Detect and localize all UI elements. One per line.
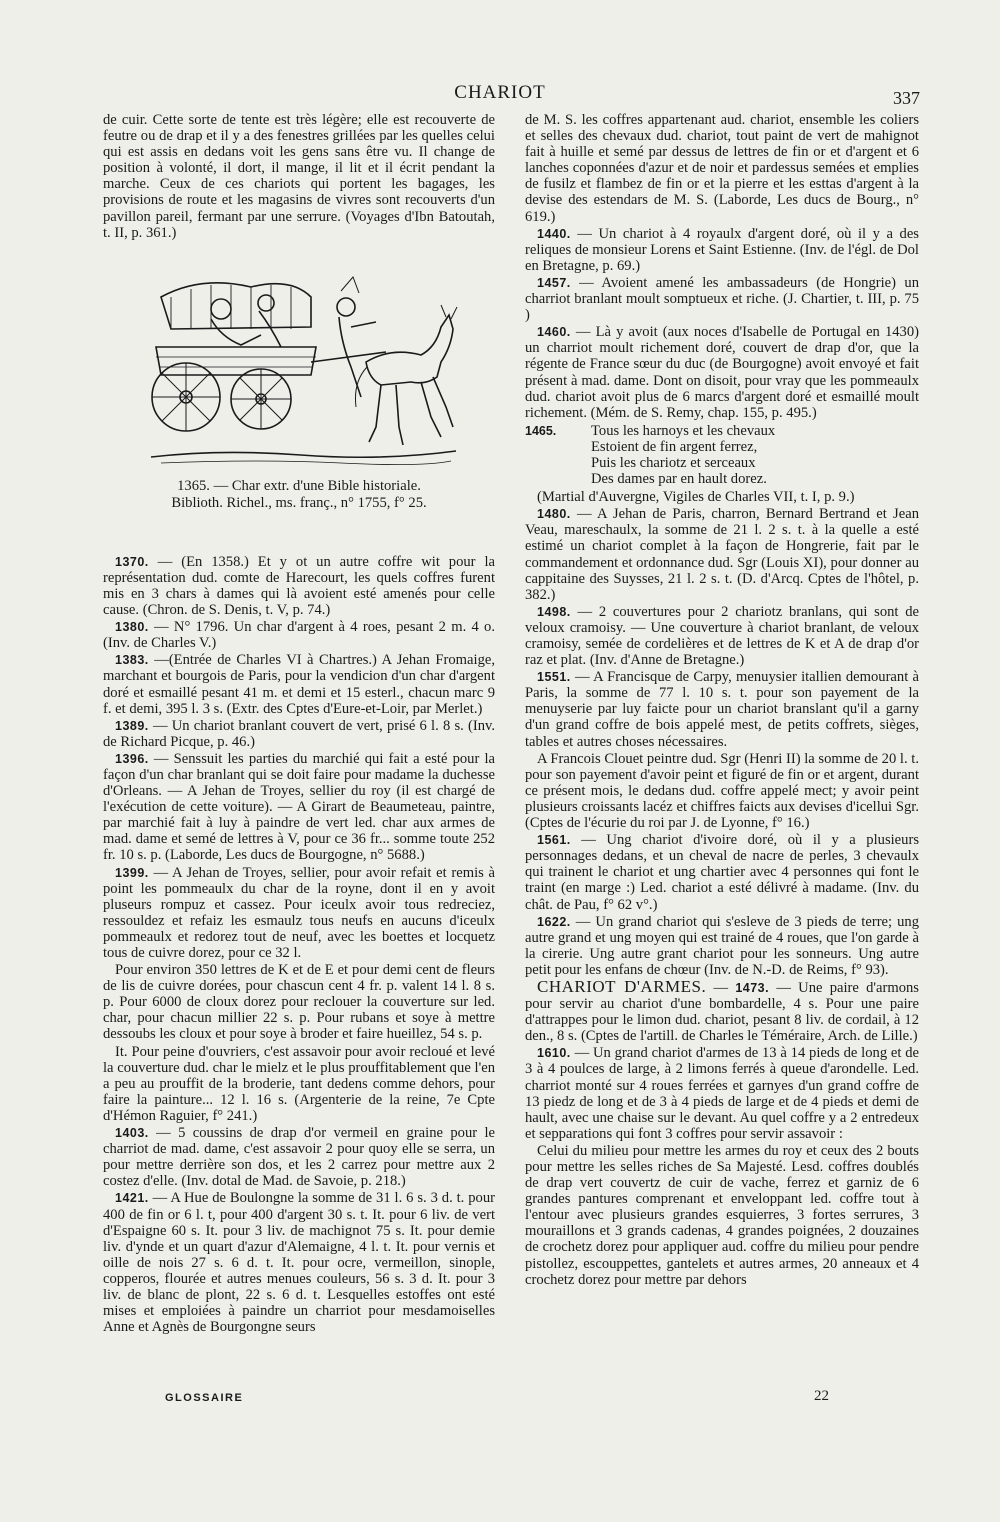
entry-text: — Senssuit les parties du marchié qui fait a esté pour la façon d'un char branlant qui se doit faire pour madame la duchesse d'Orleans. — A Jehan de Troyes, sellier du roy (il est chargé de l'exécution de cette voiture). — A Girart de Beaumeteau, paintre, par marchié fait à luy à paindre de vert led. char aux armes de mad. dame et semé de lettres à V, pour ce 36 fr... somme toute 252 fr. 10 s. p. (Laborde, Les ducs de Bourgogne, n° 5688.) [103,750,495,864]
entry [103,619,495,651]
entry [525,1045,919,1142]
entry-year: 1370. [115,554,149,569]
entry-text: — 2 couvertures pour 2 chariotz branlans, qui sont de veloux cramoisy. — Une couverture à chariot branlant, de veloux cramoisy, semée de cordelières et de lettres de K et A de drap d'or raz et plat. (Inv. d'Anne de Bretagne.) [525,603,919,669]
verse-line: Puis les chariotz et serceaux [591,454,756,471]
entry-year: 1473. [735,980,770,995]
entry-year: 1460. [537,325,571,340]
entry [525,506,919,603]
entry-text: — A Hue de Boulongne la somme de 31 l. 6 s. 3 d. t. pour 400 de fin or 6 l. t, pour 400 d'argent 30 s. t. It. pour 6 liv. de vert d'Espaigne 60 s. It. pour 3 liv. de machignot 75 s. It. pour demie liv. d'ynde et un quart d'azur d'Alemaigne, 4 l. t. It. pour vernis et oille de nois 27 s. 6 d. t. It. pour ocre, vermeillon, sinople, copperos, flourée et autres menues couleurs, 56 s. 3 d. It. pour 3 liv. de blanc de plont, 22 s. 6 d. t. Lesquelles estoffes ont esté mises et emploiées à paindre un charriot pour mesdamoiselles Anne et Agnès de Bourgongne seurs [103,1190,495,1336]
verse-quotation [525,422,919,488]
entry-year: 1403. [115,1126,149,1141]
entry-text: — A Jehan de Troyes, sellier, pour avoir refait et remis à point les pommeaulx du char de la royne, dont il en y avoit pluseurs rompuz et cassez. Pour iceulx avoir tous redreciez, ressouldez et refaiz les esmaulz tous neufs en aucuns d'iceulx pommeaulx et redorez tout de neuf, avec les boettes et locquetz tous de cuivre dorez, pour ce 32 l. [103,864,495,961]
entry-year: 1383. [115,653,149,668]
entry [525,914,919,978]
continued-paragraph: de M. S. les coffres appartenant aud. chariot, ensemble les coliers et selles des chevaux dud. chariot, tout paint de vert de mahignot fait à huille et semé par dessus de lettres de fin or et d'argent et 6 lanches coponnées d'azur et de noir et pardessus semées et emplies de fusilz et flambez de fin or et la pierre et les esttas d'argent à la devise des estendars de M. S. (Laborde, Les ducs de Bourg., n° 619.) [525,112,919,225]
entry [103,1125,495,1189]
entry-text: — A Jehan de Paris, charron, Bernard Bertrand et Jean Veau, mareschaulx, la somme de 21 l. 2 s. t. à la quelle a esté estimé un chariot complet à la façon de Hongrerie, fait par le commandement et ordonnance dud. Sgr (Louis XI), pour donner au cappitaine des Suysses, 21 l. 2 s. t. (D. d'Arcq. Cptes de l'hôtel, p. 382.) [525,506,919,603]
entry-text: Celui du milieu pour mettre les armes du roy et ceux des 2 bouts pour mettre les selles riches de Sa Majesté. Lesd. coffres doublés de drap vert couvertz de cuir de vache, ferrez et garniz de 6 grandes pantures comprenant et enveloppant led. coffre tout à l'entour avec plusieurs grandes esquierres, 3 fortes serrures, 3 mouraillons et 3 grands cadenas, 4 grandes poignées, 2 douzaines de crochetz dorez pour appliquer aud. coffre du milieu pour pendre pistollez, escouppettes, gantelets et autres armes, 20 anneaux et 4 crochetz dorez pour mettre par dehors [525,1142,919,1288]
verse-line: Tous les harnoys et les chevaux [591,422,776,439]
entry-text: — (En 1358.) Et y ot un autre coffre wit pour la représentation dud. comte de Harecourt, les quels coffres furent mis en 3 chars à dames qui là avoient esté amenés pour celle cause. (Chron. de S. Denis, t. V, p. 74.) [103,553,495,619]
figure-caption [103,478,495,512]
entry-text: — Un chariot branlant couvert de vert, prisé 6 l. 8 s. (Inv. de Richard Picque, p. 46.) [103,717,495,750]
signature-mark: GLOSSAIRE [165,1392,244,1404]
entry [525,324,919,421]
entry-text: — Un grand chariot qui s'esleve de 3 pieds de terre; ung autre grand et ung moyen qui est trainé de 4 roues, que l'on garde à la cirerie. Ung autre grant chariot pour les sonneurs. Ung autre petit pour les enfans de chœur (Inv. de N.-D. de Reims, f° 93). [525,913,919,978]
chariot-illustration [103,267,495,472]
left-entries [103,554,495,1336]
entry-year: 1399. [115,865,149,880]
right-column [525,112,919,1288]
entry-text: — Une paire d'armons pour servir au chariot d'une bombardelle, 4 s. Pour une paire d'attrappes pour le limon dud. chariot, pesant 8 liv. de cordail, à 12 den., 8 s. (Cptes de l'artill. de Charles le Téméraire, Arch. de Lille.) [525,979,919,1045]
entry-year: 1389. [115,718,149,733]
entry-text: — Un chariot à 4 royaulx d'argent doré, où il y a des reliques de monsieur Lorens et Saint Estienne. (Inv. de l'égl. de Dol en Bretagne, p. 69.) [525,225,919,274]
entry [525,275,919,323]
entry-continuation [103,962,495,1042]
entry [525,669,919,749]
entry [525,226,919,274]
verse-line: Estoient de fin argent ferrez, [591,438,758,455]
chariot-engraving-icon [141,267,461,467]
entry-text: A Francois Clouet peintre dud. Sgr (Henri II) la somme de 20 l. t. pour son payement d'avoir peint et figuré de fin or et argent, durant ce présent mois, le dedans dud. coffre appelé mect; y avoir peint plusieurs croissants lacéz et chiffres faicts aux devises d'icellui Sgr. (Cptes de l'écurie du roi par J. de Lyonne, f° 16.) [525,750,919,832]
entry-year: 1561. [537,833,571,848]
entry [103,751,495,864]
entry-year: 1440. [537,226,571,241]
entry-year: 1498. [537,604,571,619]
entry-year: 1610. [537,1046,571,1061]
entry [103,1190,495,1335]
entry-year: 1551. [537,670,571,685]
figure-caption-line2: Biblioth. Richel., ms. franç., n° 1755, f° 25. [171,494,427,511]
entry-text: — Avoient amené les ambassadeurs (de Hongrie) un charriot branlant moult somptueux et riche. (J. Chartier, t. III, p. 75 ) [525,274,919,324]
intro-paragraph: de cuir. Cette sorte de tente est très légère; elle est recouverte de feutre ou de drap et il y a des fenestres grillées par les quelles celui qui est assis en dedans voit les gens sans être vu. Il change de position à volonté, il dort, il mange, il lit et il écrit pendant la marche. Ceux de ces chariots qui portent les bagages, les provisions de route et les magasins de vivres sont recouverts d'un pavillon pareil, fermant par une serrure. (Voyages d'Ibn Batoutah, t. II, p. 361.) [103,112,495,241]
entry-year: 1465. [525,423,557,438]
running-head: CHARIOT [454,82,546,103]
entry-continuation [103,1044,495,1124]
section-heading: CHARIOT D'ARMES. [537,976,707,996]
entry-text: — Ung chariot d'ivoire doré, où il y a plusieurs personnages dedans, et un cheval de nacre de perles, 3 chevaulx qui trainent le chariot et ung chartier avec 4 personnes qui font le traint (en marge :) Led. chariot a esté délivré à madame. (Inv. du chât. de Pau, f° 62 v°.) [525,832,919,913]
entry-year: 1396. [115,751,149,766]
entry-text: It. Pour peine d'ouvriers, c'est assavoir pour avoir recloué et levé la couverture dud. char le mielz et le plus prouffitablement que l'en a peu au prouffit de la broderie, tant dedens comme dehors, pour faire la painture... 12 l. 16 s. (Argenterie de la reine, 7e Cpte d'Hémon Raguier, f° 241.) [103,1043,495,1124]
section-entry [525,976,919,1045]
verse-source: (Martial d'Auvergne, Vigiles de Charles VII, t. I, p. 9.) [537,489,855,506]
entry-continuation [525,1143,919,1288]
entry-year: 1421. [115,1191,149,1206]
entry [525,604,919,668]
entry-text: —(Entrée de Charles VI à Chartres.) A Jehan Fromaige, marchant et bourgois de Paris, pour la vendicion d'un char d'argent doré et esmaillé pesant 41 m. et demi et 15 esterl., chacun marc 9 f. et demi, 395 l. 3 s. (Extr. des Cptes d'Eure-et-Loir, par Merlet.) [103,652,495,717]
page-number: 337 [893,88,920,108]
entry [525,832,919,912]
entry [103,652,495,716]
entry-text: Pour environ 350 lettres de K et de E et pour demi cent de fleurs de lis de cuivre dorées, pour chascun cent 4 fr. p. valent 14 l. 8 s. p. Pour 6000 de cloux dorez pour reclouer la couverture sur led. char, pour chacun millier 22 s. p. Pour rubans et soye à mettre dessoubs les cloux et pour soye à broder et faire hueillez, 54 s. p. [103,962,495,1043]
entry-continuation [525,751,919,831]
left-column [103,112,495,1335]
figure-caption-line1: 1365. — Char extr. d'une Bible historiale. [177,477,421,494]
entry-text: — A Francisque de Carpy, menuysier itallien demourant à Paris, la somme de 77 l. 10 s. t. pour son payement de la menuyserie par luy faicte pour un chariot branslant qu'il a garny d'un grand coffre de bois appelé mest, de petits coffrets, sièges, tables et autres choses nécessaires. [525,669,919,750]
entry-year: 1457. [537,275,571,290]
entry-text: — 5 coussins de drap d'or vermeil en graine pour le charriot de mad. dame, c'est assavoir 2 pour quoy elle se serra, un pour mettre derrière son dos, et les 2 carrez pour mettre aux 2 costez d'elle. (Inv. dotal de Mad. de Savoie, p. 218.) [103,1125,495,1190]
verse-line: Des dames par en hault dorez. [591,471,767,488]
entry-year: 1622. [537,914,571,929]
entry-year: 1480. [537,507,571,522]
entry-text: — N° 1796. Un char d'argent à 4 roes, pesant 2 m. 4 o. (Inv. de Charles V.) [103,619,495,652]
entry-text: — Un grand chariot d'armes de 13 à 14 pieds de long et de 3 à 4 poulces de large, à 2 limons ferrés à queue d'arondelle. Led. charriot monté sur 4 roues ferrées et garnyes d'un grand coffre de 13 piedz de long et de 3 à 4 pieds de large et de 4 pieds et demi de hault, avec une chaise sur le devant. Au quel coffre y a 2 entredeux et sepparations qui font 3 coffres pour servir assavoir : [525,1045,919,1142]
entry [103,554,495,618]
entry [103,718,495,750]
entry [103,865,495,962]
entry-dash: — [706,979,736,996]
sheet-number: 22 [814,1388,829,1404]
entry-year: 1380. [115,620,149,635]
entry-text: — Là y avoit (aux noces d'Isabelle de Portugal en 1430) un charriot moult richement doré, couvert de drap d'or, que la régente de France sœur du duc (de Bourgogne) avoit envoyé et fait présent à mad. dame. Dont on disoit, pour vray que les pommeaulx dud. chariot avoit plus de 6 marcs d'argent doré et esmaillé moult richement. (Mém. de S. Remy, chap. 155, p. 495.) [525,324,919,421]
